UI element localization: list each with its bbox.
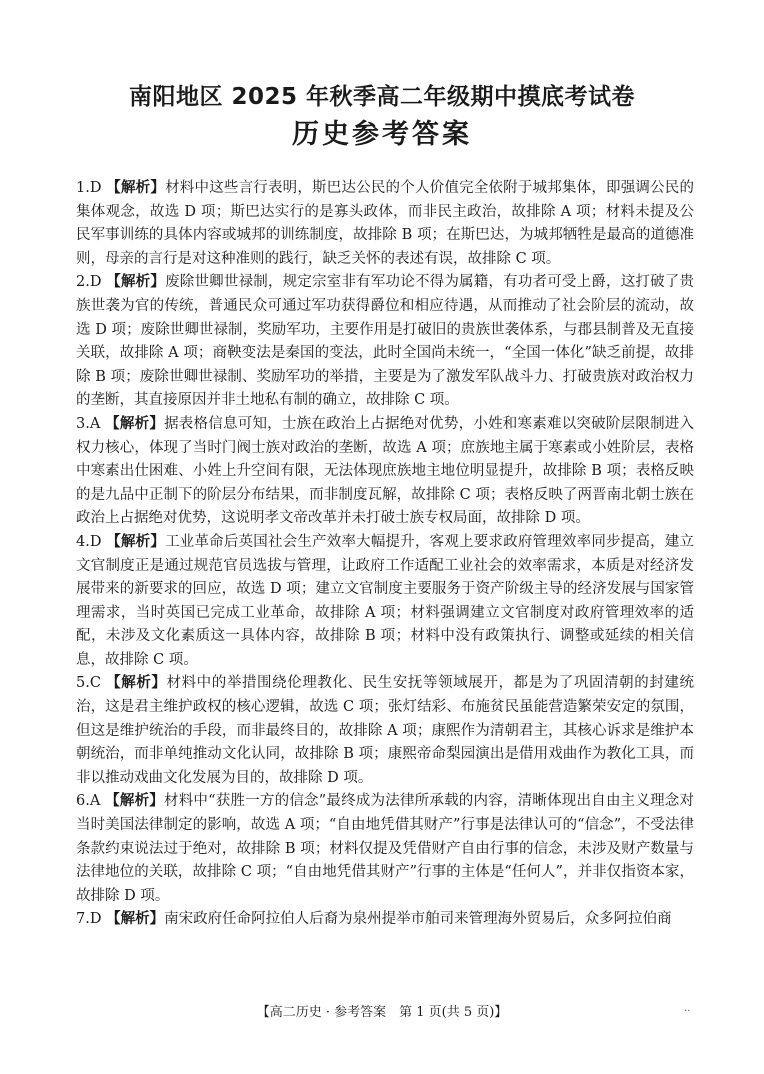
answer-text: 材料中“获胜一方的信念”最终成为法律所承载的内容，清晰体现出自由主义理念对当时美国法律制定的影响，故选 A 项；“自由地凭借其财产”行事是法律认可的“信念”，不受法律条款约束说法过于绝对，故排除 B 项；材料仅提及凭借财产自由行事的信念，未涉及财产数量与法律地位的关联，故排除 C 项；“自由地凭借其财产”行事的主体是“任何人”，并非仅指资本家，故排除 D 项。 xyxy=(76,793,695,904)
answer-item-6 xyxy=(76,790,694,908)
page-title: 南阳地区 2025 年秋季高二年级期中摸底考试卷 xyxy=(128,84,636,110)
analysis-tag: 【解析】 xyxy=(105,415,165,432)
answer-number: 3.A xyxy=(76,415,101,432)
analysis-tag: 【解析】 xyxy=(106,911,165,928)
answer-number: 6.A xyxy=(76,793,101,810)
answer-text: 废除世卿世禄制，规定宗室非有军功论不得为属籍，有功者可受上爵，这打破了贵族世袭为官的传统，普通民众可通过军功获得爵位和相应待遇，从而推动了社会阶层的流动，故选 D 项；废除世卿世禄制，奖励军功，主要作用是打破旧的贵族世袭体系，与郡县制普及无直接关联，故排除 A 项；商鞅变法是秦国的变法，此时全国尚未统一，“全国一体化”缺乏前提，故排除 B 项；废除世卿世禄制、奖励军功的举措，主要是为了激发军队战斗力、打破贵族对政治权力的垄断，其直接原因并非土地私有制的确立，故排除 C 项。 xyxy=(76,274,695,409)
answer-item-4 xyxy=(76,531,694,673)
page-subtitle: 历史参考答案 xyxy=(292,119,472,150)
analysis-tag: 【解析】 xyxy=(106,533,166,550)
page-footer: 【高二历史 · 参考答案 第 1 页(共 5 页)】 xyxy=(256,1005,508,1020)
answer-number: 2.D xyxy=(76,274,102,291)
corner-mark: ·· xyxy=(684,1006,691,1017)
answer-number: 4.D xyxy=(76,533,102,550)
analysis-tag: 【解析】 xyxy=(106,274,166,291)
analysis-tag: 【解析】 xyxy=(105,793,164,810)
answer-list xyxy=(76,177,694,932)
analysis-tag: 【解析】 xyxy=(106,675,167,692)
answer-text: 据表格信息可知，士族在政治上占据绝对优势，小姓和寒素难以突破阶层限制进入权力核心，体现了当时门阀士族对政治的垄断，故选 A 项；庶族地主属于寒素或小姓阶层，表格中寒素出仕困难、小姓上升空间有限，无法体现庶族地主地位明显提升，故排除 B 项；表格反映的是九品中正制下的阶层分布结果，而非制度瓦解，故排除 C 项；表格反映了两晋南北朝士族在政治上占据绝对优势，这说明孝文帝改革并未打破士族专权局面，故排除 D 项。 xyxy=(76,415,695,527)
answer-text: 南宋政府任命阿拉伯人后裔为泉州提举市舶司来管理海外贸易后，众多阿拉伯商 xyxy=(164,911,672,928)
answer-item-2 xyxy=(76,271,694,413)
answer-number: 7.D xyxy=(76,911,102,928)
analysis-tag: 【解析】 xyxy=(106,180,166,196)
answer-item-7 xyxy=(76,908,694,932)
answer-text: 材料中的举措围绕伦理教化、民生安抚等领域展开，都是为了巩固清朝的封建统治，这是君主维护政权的核心逻辑，故选 C 项；张灯结彩、布施贫民虽能营造繁荣安定的氛围，但这是维护统治的手段，而非最终目的，故排除 A 项；康熙作为清朝君主，其核心诉求是维护本朝统治，而非单纯推动文化认同，故排除 B 项；康熙帝命梨园演出是借用戏曲作为教化工具，而非以推动戏曲文化发展为目的，故排除 D 项。 xyxy=(76,675,695,786)
answer-item-3 xyxy=(76,413,694,531)
answer-text: 工业革命后英国社会生产效率大幅提升，客观上要求政府管理效率同步提高，建立文官制度正是通过规范官员选拔与管理，让政府工作适配工业社会的效率需求，本质是对经济发展带来的新要求的回应，故选 D 项；建立文官制度主要服务于资产阶级主导的经济发展与国家管理需求，当时英国已完成工业革命，故排除 A 项；材料强调建立文官制度对政府管理效率的适配，未涉及文化素质这一具体内容，故排除 B 项；材料中没有政策执行、调整或延续的相关信息，故排除 C 项。 xyxy=(76,533,695,668)
answer-item-5 xyxy=(76,672,694,790)
answer-item-1 xyxy=(76,177,694,271)
answer-text: 材料中这些言行表明，斯巴达公民的个人价值完全依附于城邦集体，即强调公民的集体观念，故选 D 项；斯巴达实行的是寡头政体，而非民主政治，故排除 A 项；材料未提及公民军事训练的具体内容或城邦的训练制度，故排除 B 项；在斯巴达，为城邦牺牲是最高的道德准则，母亲的言行是对这种准则的践行，缺乏关怀的表述有误，故排除 C 项。 xyxy=(76,180,695,267)
answer-number: 1.D xyxy=(76,180,102,196)
answer-number: 5.C xyxy=(76,675,101,692)
